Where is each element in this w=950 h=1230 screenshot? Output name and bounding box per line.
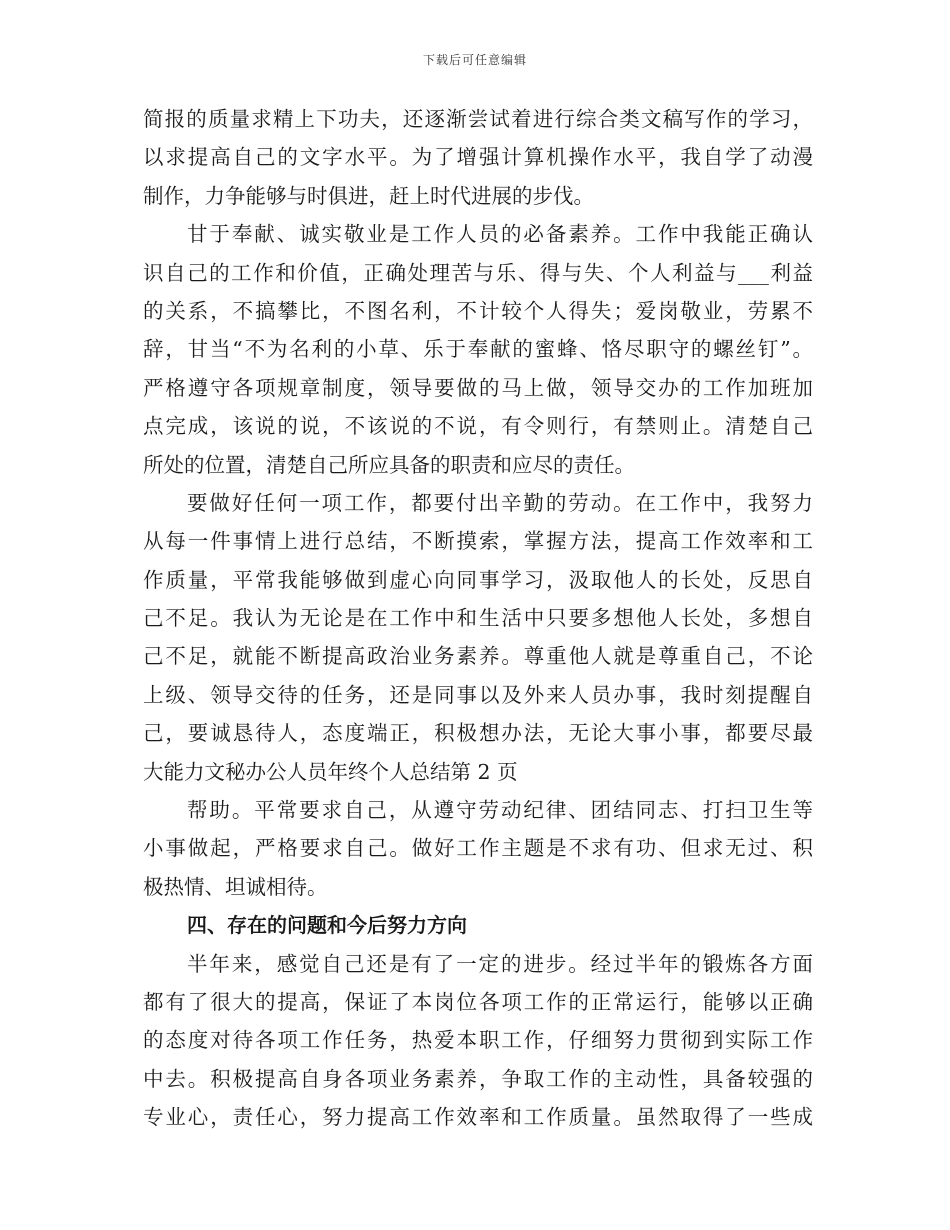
text-line: 点完成，该说的说，不该说的不说，有令则行，有禁则止。清楚自己: [143, 414, 813, 439]
text-line: 制作，力争能够与时俱进，赶上时代进展的步伐。: [143, 183, 594, 208]
text-line: 简报的质量求精上下功夫，还逐渐尝试着进行综合类文稿写作的学习，: [143, 107, 813, 131]
text-line: 专业心，责任心，努力提高工作效率和工作质量。虽然取得了一些成: [143, 1105, 813, 1130]
text-line: 己不足，就能不断提高政治业务素养。尊重他人就是尊重自己，不论: [143, 644, 813, 669]
document-body: [143, 100, 813, 1137]
text-line: 严格遵守各项规章制度，领导要做的马上做，领导交办的工作加班加: [143, 375, 813, 400]
text-line: 所处的位置，清楚自己所应具备的职责和应尽的责任。: [143, 452, 635, 477]
text-line: 从每一件事情上进行总结，不断摸索，掌握方法，提高工作效率和工: [143, 529, 813, 554]
text-line: 己，要诚恳待人，态度端正，积极想办法，无论大事小事，都要尽最: [143, 721, 813, 746]
text-line: 都有了很大的提高，保证了本岗位各项工作的正常运行，能够以正确: [143, 989, 813, 1014]
text-line: 的态度对待各项工作任务，热爱本职工作，仔细努力贯彻到实际工作: [143, 1028, 813, 1053]
text-line: 极热情、坦诚相待。: [143, 874, 328, 899]
text-line: 作质量，平常我能够做到虚心向同事学习，汲取他人的长处，反思自: [143, 567, 813, 592]
text-line: 识自己的工作和价值，正确处理苦与乐、得与失、个人利益与___利益: [143, 260, 813, 285]
text-line: 己不足。我认为无论是在工作中和生活中只要多想他人长处，多想自: [143, 606, 813, 631]
text-line: 要做好任何一项工作，都要付出辛勤的劳动。在工作中，我努力: [187, 490, 813, 515]
text-line: 小事做起，严格要求自己。做好工作主题是不求有功、但求无过、积: [143, 836, 813, 861]
page-header: 下载后可任意编辑: [422, 53, 527, 67]
text-line: 上级、领导交待的任务，还是同事以及外来人员办事，我时刻提醒自: [143, 682, 813, 707]
section-heading: 四、存在的问题和今后努力方向: [187, 913, 467, 938]
text-line: 辞，甘当“不为名利的小草、乐于奉献的蜜蜂、恪尽职守的螺丝钉”。: [143, 337, 813, 362]
text-line: 甘于奉献、诚实敬业是工作人员的必备素养。工作中我能正确认: [187, 222, 813, 247]
text-line: 的关系，不搞攀比，不图名利，不计较个人得失；爱岗敬业，劳累不: [143, 298, 813, 323]
text-line: 帮助。平常要求自己，从遵守劳动纪律、团结同志、打扫卫生等: [187, 798, 813, 823]
text-line: 中去。积极提高自身各项业务素养，争取工作的主动性，具备较强的: [143, 1066, 813, 1091]
text-line: 大能力文秘办公人员年终个人总结第 2 页: [143, 759, 518, 784]
text-line: 半年来，感觉自己还是有了一定的进步。经过半年的锻炼各方面: [187, 951, 813, 976]
text-line: 以求提高自己的文字水平。为了增强计算机操作水平，我自学了动漫: [143, 145, 813, 170]
